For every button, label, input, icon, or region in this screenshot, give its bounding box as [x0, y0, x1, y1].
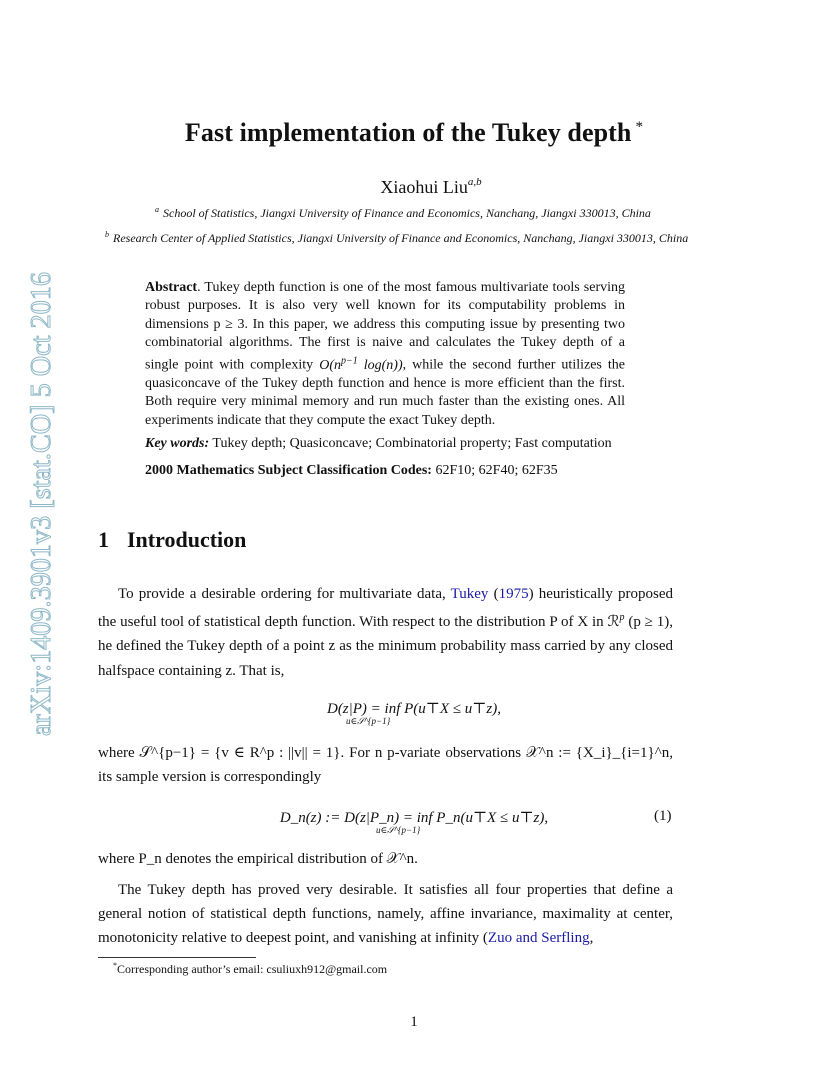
equation-1-text: D(z|P) = inf P(u⊤X ≤ u⊤z),	[326, 701, 501, 717]
intro-paragraph-2	[98, 741, 673, 789]
affiliation-b-text: Research Center of Applied Statistics, Jiangxi University of Finance and Economics, Nanchang, Jiangxi 330013, China	[113, 231, 689, 245]
intro-p1-a: To provide a desirable ordering for multivariate data,	[118, 586, 451, 602]
equation-2-text: D_n(z) := D(z|P_n) = inf P_n(u⊤X ≤ u⊤z),	[279, 810, 549, 826]
arxiv-stamp-text: arXiv:1409.3901v3 [stat.CO] 5 Oct 2016	[26, 275, 57, 736]
title-text: Fast implementation of the Tukey depth	[184, 118, 632, 147]
msc-text: 62F10; 62F40; 62F35	[431, 463, 558, 479]
equation-2-subscript: u∈𝒮^{p−1}	[376, 825, 421, 835]
keywords-text: Tukey depth; Quasiconcave; Combinatorial property; Fast computation	[209, 436, 612, 452]
footnote-rule	[98, 957, 256, 958]
intro-p3-text: where P_n denotes the empirical distribution of 𝒳^n.	[98, 851, 418, 867]
msc-codes	[145, 462, 625, 480]
abstract	[145, 279, 625, 481]
citation-zuo-serfling[interactable]: Zuo and Serfling	[487, 930, 590, 947]
intro-p4-text	[98, 878, 673, 951]
abstract-text-2: , while the second further utilizes the quasiconcave of the Tukey depth function and hence is more efficient than the first. Both require very minimal memory and run much faster than the existing ones. All experiments indicate that they compute the exact Tukey depth.	[145, 357, 625, 428]
paper-title	[0, 118, 828, 148]
intro-p2-text: where 𝒮^{p−1} = {v ∈ R^p : ||v|| = 1}. For n p-variate observations 𝒳^n := {X_i}_{i=1}^n, its sample version is correspondingly	[98, 745, 673, 786]
arxiv-stamp	[14, 268, 64, 738]
section-number: 1	[98, 527, 109, 552]
abstract-label: Abstract	[145, 280, 198, 295]
affiliation-a	[155, 205, 651, 221]
affiliation-a-mark: a	[155, 205, 159, 214]
intro-p1-text: To provide a desirable ordering for multivariate data, Tukey (1975) heuristically proposed the useful tool of statistical depth function. With respect to the distribution P of X in ℛ$^p$ (p ≥ 1), he defined the Tukey depth of a point z as the minimum probability mass carried by any closed halfspace containing z. That is,	[98, 586, 673, 679]
title-footnote-mark: *	[635, 119, 644, 135]
complexity-base: O(n	[319, 357, 341, 373]
citation-tukey[interactable]: Tukey	[450, 586, 489, 602]
keywords-label: Key words:	[145, 436, 210, 452]
msc-label: 2000 Mathematics Subject Classification Codes:	[145, 463, 432, 479]
dimension-exponent: p	[619, 612, 625, 624]
intro-paragraph-4	[98, 878, 673, 951]
affiliation-a-text: School of Statistics, Jiangxi University of Finance and Economics, Nanchang, Jiangxi 330013, China	[163, 206, 651, 220]
equation-2-label: (1)	[654, 808, 672, 824]
equation-tukey-depth	[0, 699, 828, 718]
affiliation-b-mark: b	[105, 230, 109, 239]
keywords	[145, 435, 625, 453]
page-number: 1	[410, 1014, 418, 1030]
intro-p4-b: ,	[589, 930, 594, 947]
abstract-text-1: . Tukey depth function is one of the most famous multivariate tools serving robust purposes. It is also very well known for its computability problems in dimensions p ≥ 3. In this paper, we address this computing issue by presenting two combinatorial algorithms. The first is naive and calculates the Tukey depth of a single point with complexity	[145, 280, 625, 373]
affiliation-b	[105, 230, 688, 246]
equation-1-subscript: u∈𝒮^{p−1}	[346, 716, 391, 726]
intro-p1-c: (p ≥ 1), he defined the Tukey depth of a point z as the minimum probability mass carried by any closed halfspace containing z. That is,	[98, 614, 673, 679]
section-title: Introduction	[127, 527, 247, 552]
author	[0, 176, 828, 198]
intro-paragraph-1	[98, 582, 673, 683]
footnote-mark: *	[113, 961, 117, 970]
intro-p4-a: The Tukey depth has proved very desirable. It satisfies all four properties that define a general notion of statistical depth functions, namely, affine invariance, maximality at center, monotonicity relative to deepest point, and vanishing at infinity (	[98, 882, 673, 947]
intro-paragraph-3	[98, 847, 673, 871]
author-affil-marks: a,b	[467, 176, 482, 188]
footnote	[113, 961, 387, 977]
complexity-log: log(n))	[357, 357, 403, 373]
section-heading	[98, 527, 246, 553]
abstract-body	[145, 279, 625, 430]
citation-tukey-year[interactable]: 1975	[498, 586, 529, 602]
complexity-exponent: p−1	[340, 355, 358, 367]
complexity-math	[319, 355, 403, 373]
footnote-text: Corresponding author’s email: csuliuxh912@gmail.com	[117, 962, 388, 976]
author-name: Xiaohui Liu	[380, 177, 468, 197]
intro-p1-b: heuristically proposed the useful tool of statistical depth function. With respect to the distribution P of X in ℛ	[98, 586, 673, 631]
